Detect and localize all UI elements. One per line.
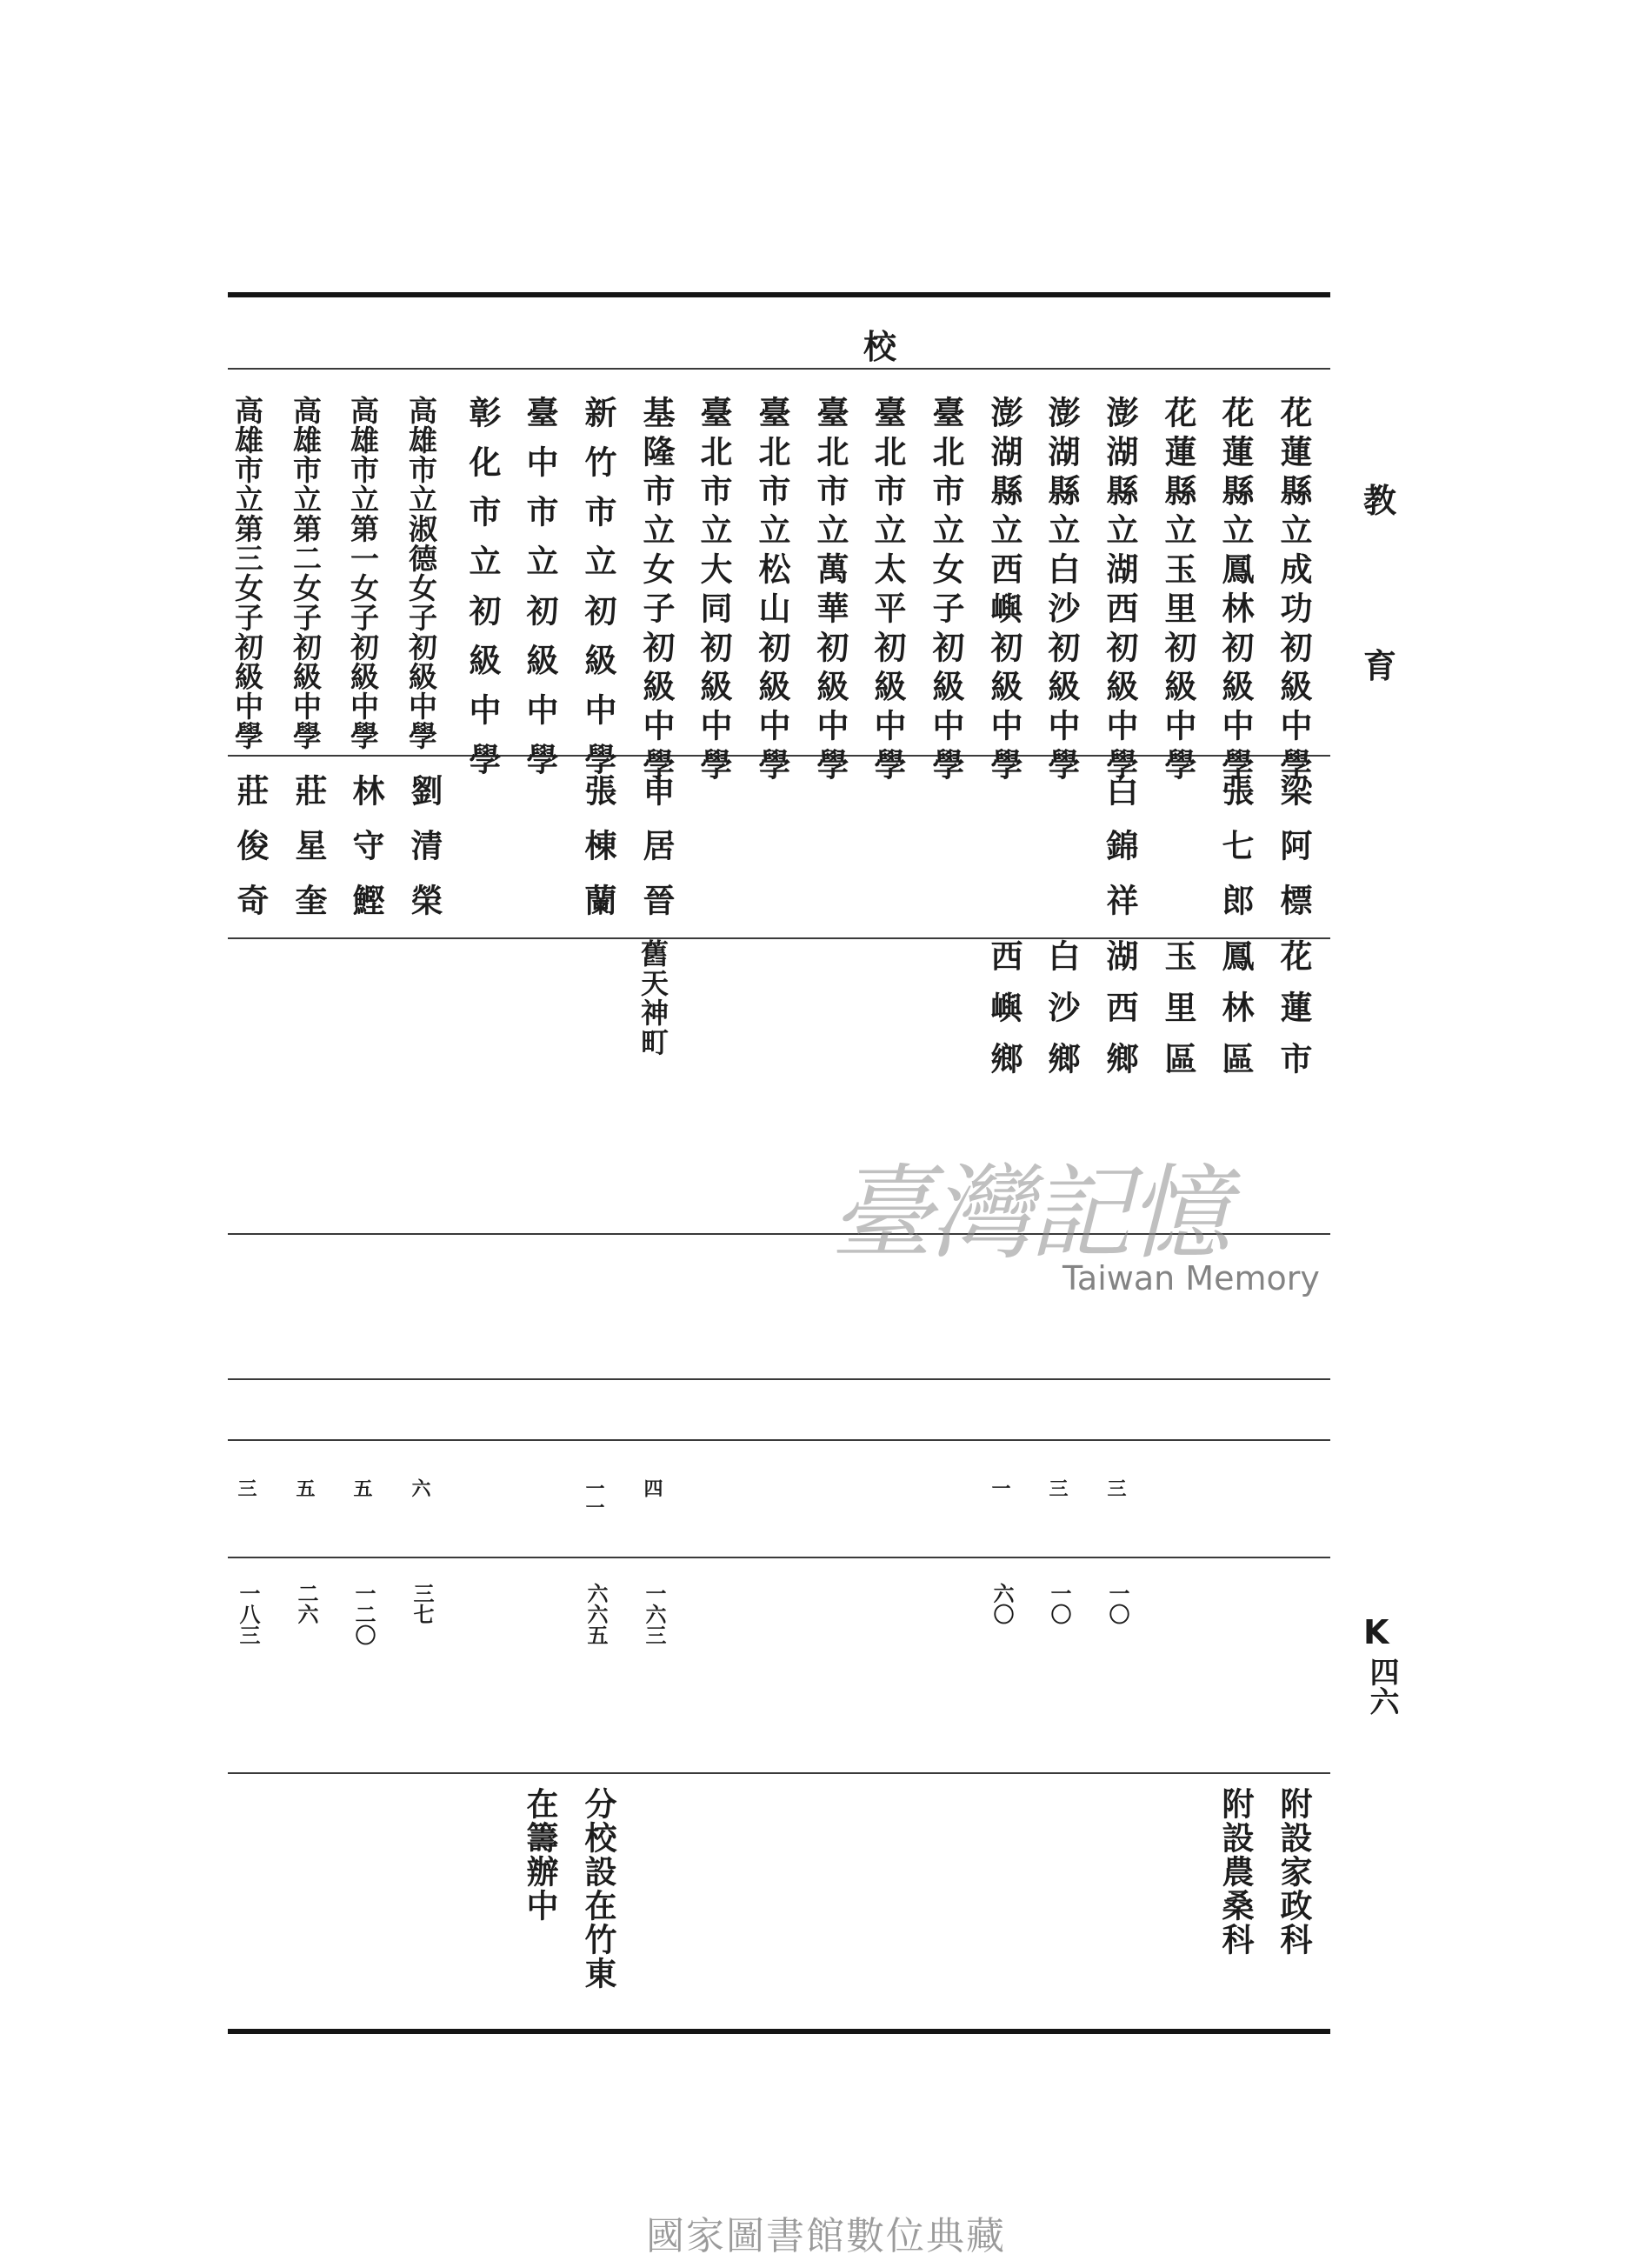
school-name: 澎湖縣立西嶼初級中學 [985, 396, 1023, 787]
header-rule [228, 368, 1330, 370]
student-count: 六六五 [583, 1583, 609, 1645]
school-name: 臺北市立太平初級中學 [869, 396, 907, 787]
principal-name: 劉清榮 [405, 774, 443, 938]
school-name: 澎湖縣立湖西初級中學 [1101, 396, 1139, 787]
bottom-rule [228, 2029, 1330, 2034]
side-heading-bottom: 育 [1363, 646, 1397, 685]
student-count: 一八三 [236, 1583, 261, 1645]
class-count: 一 [989, 1478, 1011, 1497]
watermark-chinese: 臺灣記憶 [830, 1153, 1228, 1273]
principal-name: 張七郎 [1216, 774, 1255, 938]
school-name: 基隆市立女子初級中學 [637, 396, 676, 787]
class-count: 三 [1104, 1478, 1127, 1497]
principal-name: 莊俊奇 [231, 774, 270, 938]
school-name: 臺北市立萬華初級中學 [811, 396, 849, 787]
school-name: 彰化市立初級中學 [463, 396, 502, 792]
school-name: 臺中市立初級中學 [521, 396, 559, 792]
principal-name: 林守鰹 [347, 774, 385, 938]
school-name: 高雄市立第二女子初級中學 [289, 396, 323, 750]
student-count: 二六 [294, 1583, 319, 1624]
class-count: 六 [409, 1478, 431, 1497]
blank-column-rule-2 [228, 1439, 1330, 1441]
class-count: 五 [293, 1478, 316, 1497]
school-name: 高雄市立淑德女子初級中學 [404, 396, 438, 750]
school-location: 鳳林區 [1216, 939, 1255, 1093]
side-heading-top: 教 [1363, 481, 1397, 520]
school-name: 新竹市立初級中學 [579, 396, 617, 792]
blank-column-rule-1 [228, 1378, 1330, 1380]
student-count: 六〇 [989, 1583, 1015, 1624]
school-location: 湖西鄉 [1101, 939, 1139, 1093]
watermark-english: Taiwan Memory [1062, 1259, 1320, 1297]
remark: 附設農桑科 [1216, 1787, 1255, 1957]
school-name: 臺北市立松山初級中學 [753, 396, 791, 787]
page-number: 四六 [1364, 1657, 1399, 1716]
remark: 在籌辦中 [521, 1787, 559, 1923]
school-name: 臺北市立女子初級中學 [927, 396, 965, 787]
class-count: 四 [641, 1478, 663, 1497]
num-a-column-rule [228, 1557, 1330, 1558]
school-name: 花蓮縣立鳳林初級中學 [1216, 396, 1255, 787]
num-b-column-rule [228, 1772, 1330, 1774]
section-heading: 校 [863, 327, 897, 366]
archive-footer: 國家圖書館數位典藏 [646, 2214, 1006, 2258]
school-name: 高雄市立第一女子初級中學 [346, 396, 380, 750]
principal-name: 梁阿標 [1275, 774, 1313, 938]
student-count: 三七 [410, 1583, 435, 1624]
school-location: 舊天神町 [636, 939, 669, 1057]
principal-name: 張棟蘭 [579, 774, 617, 938]
principal-name: 莊星奎 [290, 774, 328, 938]
school-name: 花蓮縣立玉里初級中學 [1159, 396, 1197, 787]
school-name: 臺北市立大同初級中學 [695, 396, 733, 787]
school-location: 西嶼鄉 [985, 939, 1023, 1093]
class-count: 三 [1046, 1478, 1069, 1497]
top-rule [228, 292, 1330, 297]
student-count: 一〇 [1047, 1583, 1072, 1624]
student-count: 一〇 [1105, 1583, 1130, 1624]
class-count: 三 [235, 1478, 257, 1497]
student-count: 一二〇 [351, 1583, 376, 1645]
school-location: 花蓮市 [1275, 939, 1313, 1093]
school-location: 玉里區 [1159, 939, 1197, 1093]
school-name: 高雄市立第三女子初級中學 [230, 396, 264, 750]
side-marker: K [1363, 1613, 1389, 1651]
principal-name: 申居晉 [637, 774, 676, 938]
school-name: 花蓮縣立成功初級中學 [1275, 396, 1313, 787]
class-count: 五 [350, 1478, 373, 1497]
remark: 附設家政科 [1275, 1787, 1313, 1957]
class-count: 一一 [583, 1478, 605, 1517]
principal-name: 白錦祥 [1101, 774, 1139, 938]
student-count: 一六三 [642, 1583, 667, 1645]
school-name: 澎湖縣立白沙初級中學 [1042, 396, 1081, 787]
school-location: 白沙鄉 [1042, 939, 1081, 1093]
remark: 分校設在竹東 [579, 1787, 617, 1991]
